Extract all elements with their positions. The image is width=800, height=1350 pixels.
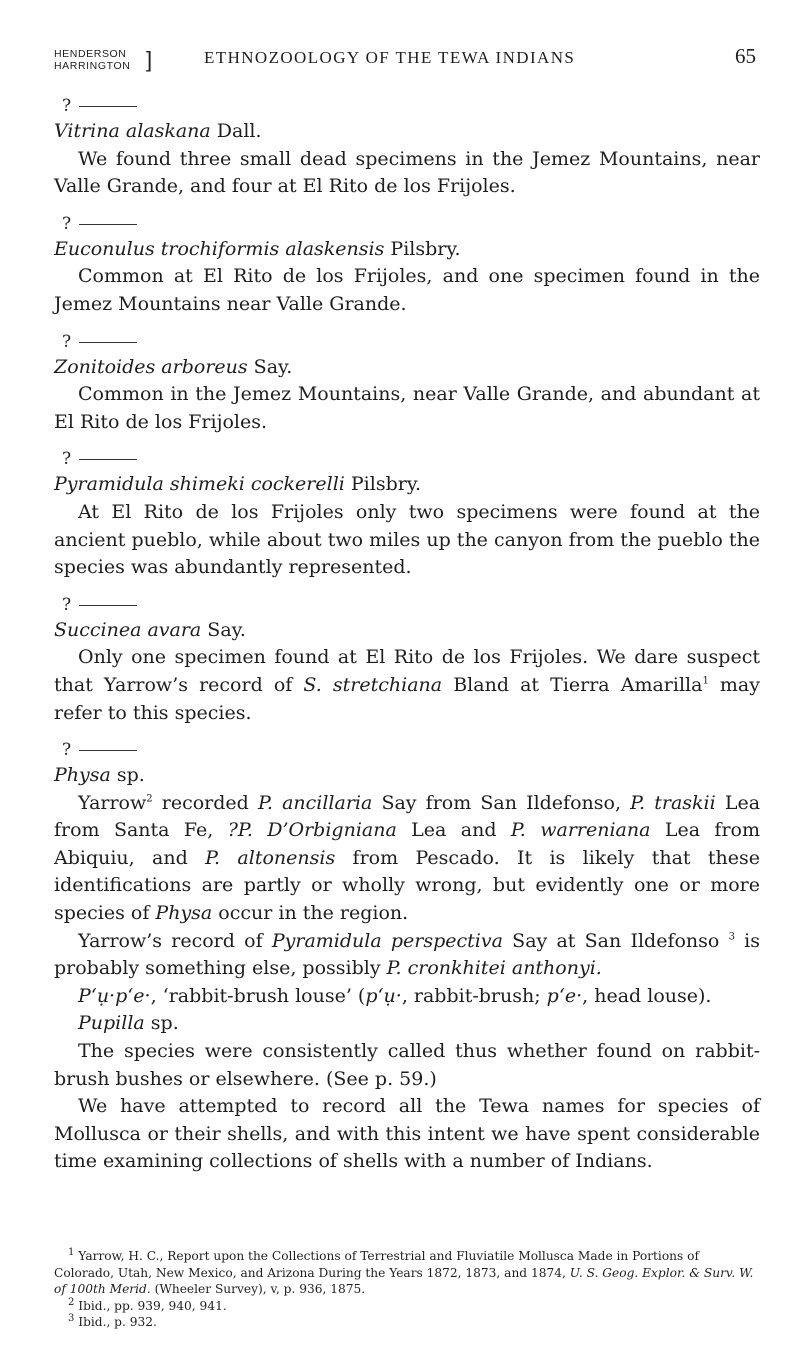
entry-marker: ?	[54, 94, 760, 118]
species-authority: Dall.	[210, 120, 262, 142]
entry-marker: ?	[54, 738, 760, 762]
author-harrington: HARRINGTON	[54, 60, 131, 72]
entry-marker: ?	[54, 212, 760, 236]
species-heading	[54, 617, 760, 645]
footnote-2: $^2$ Ibid., pp. 939, 940, 941.	[68, 1296, 227, 1313]
marker-rule	[79, 106, 137, 107]
author-names	[54, 47, 153, 72]
page-number: 65	[735, 44, 756, 68]
marker-rule	[79, 605, 137, 606]
running-title: ETHNOZOOLOGY OF THE TEWA INDIANS	[204, 48, 576, 67]
entry-marker: ?	[54, 593, 760, 617]
footnote-1: $^1$ Yarrow, H. C., Report upon the Collections of Terrestrial and Fluviatile Mollusca Made in Portions of Colorado, Utah, New Mexico, and Arizona During the Years 1872, 1873, and 1874, U. S. Geog. Explor. & Surv. W. of 100th Merid. (Wheeler Survey), v, p. 936, 1875.	[54, 1246, 754, 1297]
page-body	[54, 94, 760, 1187]
footnote-3: $^3$ Ibid., p. 932.	[68, 1313, 157, 1330]
entry-text: Only one specimen found at El Rito de los Frijoles. We dare suspect that Yarrow’s record of S. stretchiana Bland at Tierra Amarilla$^1$ may refer to this species.	[54, 646, 760, 724]
species-heading	[54, 118, 760, 146]
species-name: Physa	[54, 764, 111, 787]
footnotes	[54, 1248, 760, 1331]
page-header	[54, 44, 756, 80]
species-authority: Say.	[201, 618, 246, 641]
species-name: Euconulus trochiformis alaskensis	[54, 237, 385, 260]
species-heading	[54, 354, 760, 382]
species-heading	[54, 236, 760, 264]
footnote-ref[interactable]: 3	[728, 931, 735, 943]
brace-glyph: ]	[146, 47, 153, 72]
species-entry	[54, 330, 760, 437]
species-name: Succinea avara	[54, 618, 202, 641]
entry-text: Common in the Jemez Mountains, near Valle Grande, and abundant at El Rito de los Frijoles.	[54, 383, 760, 433]
marker-rule	[79, 342, 137, 343]
physa-paragraph-1: Yarrow$^2$ recorded P. ancillaria Say from San Ildefonso, P. traskii Lea from Santa Fe, ?P. D’Orbigniana Lea and P. warreniana Lea from Abiquiu, and P. altonensis from Pescado. It is likely that these identifications are partly or wholly wrong, but evidently one or more species of Physa occur in the region.	[54, 791, 761, 925]
species-authority: Say.	[247, 355, 293, 378]
species-name: Vitrina alaskana	[54, 120, 211, 142]
closing-paragraph: We have attempted to record all the Tewa names for species of Mollusca or their shells, and with this intent we have spent considerable time examining collections of shells with a number of Indians.	[54, 1095, 760, 1173]
entry-marker: ?	[54, 447, 760, 471]
physa-paragraph-2: Yarrow’s record of Pyramidula perspectiva Say at San Ildefonso $^3$ is probably something else, possibly P. cronkhitei anthonyi.	[54, 929, 760, 980]
species-heading-pupilla	[54, 1010, 760, 1038]
footnote-number: 3	[68, 1313, 75, 1325]
entry-marker: ?	[54, 330, 760, 354]
species-authority: sp.	[110, 764, 145, 787]
entry-text: Common at El Rito de los Frijoles, and one specimen found in the Jemez Mountains near Valle Grande.	[54, 265, 760, 315]
species-entry	[54, 94, 760, 201]
species-authority: Pilsbry.	[384, 237, 461, 260]
species-heading	[54, 471, 760, 499]
marker-rule	[79, 459, 137, 460]
marker-rule	[79, 224, 137, 225]
footnote-number: 1	[68, 1246, 75, 1258]
species-heading	[54, 762, 760, 790]
footnote-number: 2	[68, 1296, 75, 1308]
species-authority: sp.	[144, 1012, 179, 1035]
marker-rule	[79, 750, 137, 751]
pupilla-paragraph: The species were consistently called thus whether found on rabbit-brush bushes or elsewhere. (See p. 59.)	[54, 1040, 760, 1090]
species-authority: Pilsbry.	[344, 473, 422, 496]
footnote-ref[interactable]: 2	[146, 793, 153, 805]
species-name: Pupilla	[78, 1012, 145, 1035]
tewa-name-paragraph: P‘ụ·p‘e·, ‘rabbit-brush louse’ (p‘ụ·, rabbit-brush; p‘e·, head louse).	[78, 984, 712, 1007]
species-entry-physa	[54, 738, 760, 1176]
species-name: Zonitoides arboreus	[54, 355, 248, 378]
author-henderson: HENDERSON	[54, 48, 127, 60]
species-entry	[54, 593, 760, 727]
entry-text: At El Rito de los Frijoles only two specimens were found at the ancient pueblo, while about two miles up the canyon from the pueblo the species was abundantly represented.	[54, 500, 760, 579]
footnote-ref[interactable]: 1	[702, 675, 709, 687]
entry-text: We found three small dead specimens in the Jemez Mountains, near Valle Grande, and four at El Rito de los Frijoles.	[54, 147, 760, 198]
species-name: Pyramidula shimeki cockerelli	[54, 473, 345, 496]
species-entry	[54, 212, 760, 319]
species-entry	[54, 447, 760, 581]
